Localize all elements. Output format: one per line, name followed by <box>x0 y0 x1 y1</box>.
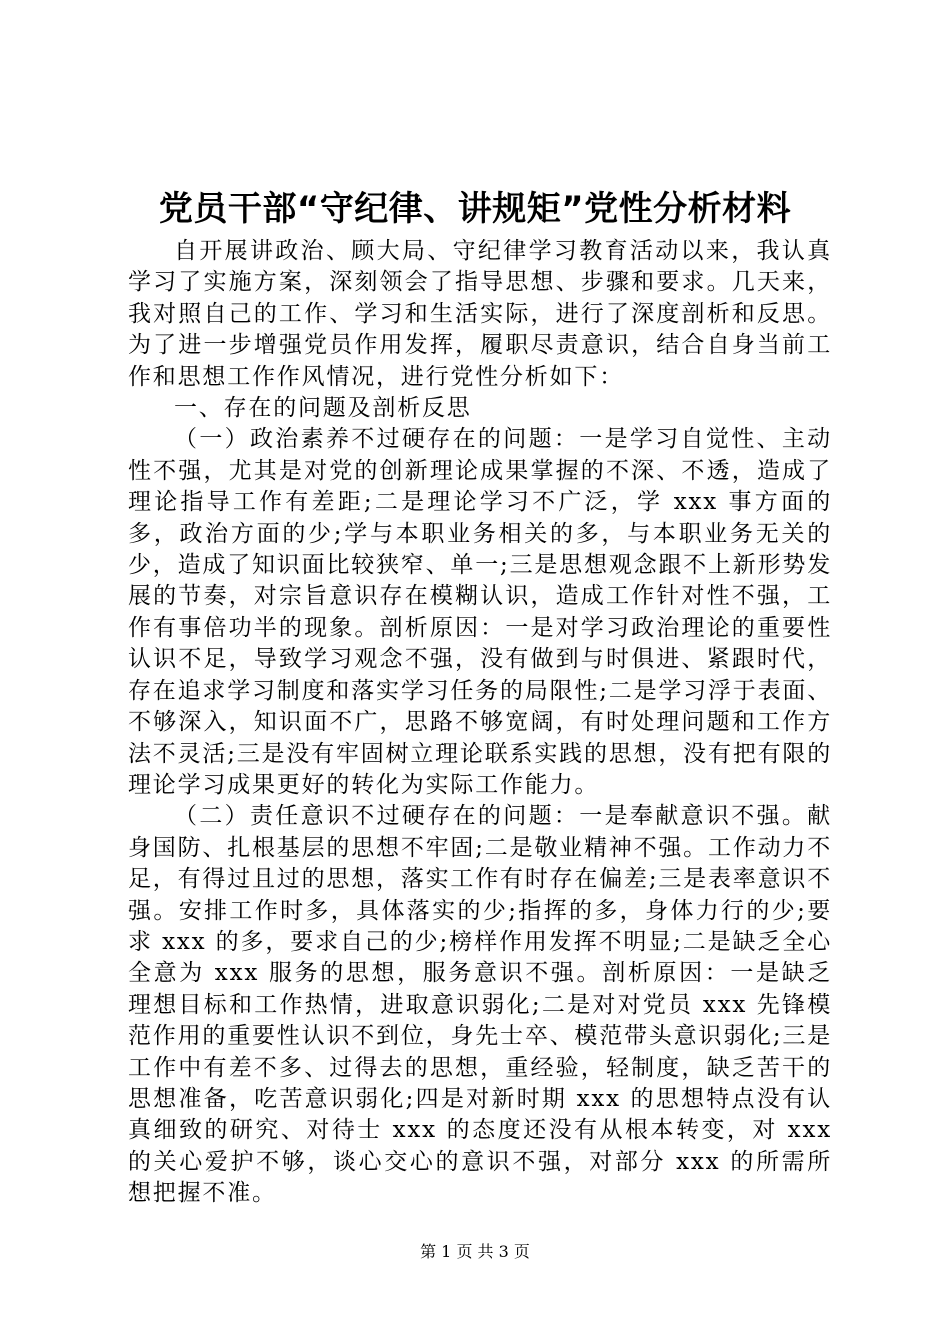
responsibility-paragraph: （二）责任意识不过硬存在的问题：一是奉献意识不强。献身国防、扎根基层的思想不牢固;二是敬业精神不强。工作动力不足，有得过且过的思想，落实工作有时存在偏差;三是表率意识不强。安排工作时多，具体落实的少;指挥的多，身体力行的少;要求 xxx 的多，要求自己的少;榜样作用发挥不明显;二是缺乏全心全意为 xxx 服务的思想，服务意识不强。剖析原因：一是缺乏理想目标和工作热情，进取意识弱化;二是对对党员 xxx 先锋模范作用的重要性认识不到位，身先士卒、模范带头意识弱化;三是工作中有差不多、过得去的思想，重经验，轻制度，缺乏苦干的思想准备，吃苦意识弱化;四是对新时期 xxx 的思想特点没有认真细致的研究、对待士 xxx 的态度还没有从根本转变，对 xxx 的关心爱护不够，谈心交心的意识不强，对部分 xxx 的所需所想把握不准。 <box>128 803 832 1207</box>
intro-paragraph: 自开展讲政治、顾大局、守纪律学习教育活动以来，我认真学习了实施方案，深刻领会了指导思想、步骤和要求。几天来，我对照自己的工作、学习和生活实际，进行了深度剖析和反思。为了进一步增强党员作用发挥，履职尽责意识，结合自身当前工作和思想工作作风情况，进行党性分析如下： <box>128 238 832 390</box>
section-heading: 一、存在的问题及剖析反思 <box>174 395 472 422</box>
document-title: 党员干部“守纪律、讲规矩”党性分析材料 <box>158 189 792 229</box>
political-quality-paragraph: （一）政治素养不过硬存在的问题：一是学习自觉性、主动性不强，尤其是对党的创新理论成果掌握的不深、不透，造成了理论指导工作有差距;二是理论学习不广泛，学 xxx 事方面的多，政治方面的少;学与本职业务相关的多，与本职业务无关的少，造成了知识面比较狭窄、单一;三是思想观念跟不上新形势发展的节奏，对宗旨意识存在模糊认识，造成工作针对性不强，工作有事倍功半的现象。剖析原因：一是对学习政治理论的重要性认识不足，导致学习观念不强，没有做到与时俱进、紧跟时代，存在追求学习制度和落实学习任务的局限性;二是学习浮于表面、不够深入，知识面不广，思路不够宽阔，有时处理问题和工作方法不灵活;三是没有牢固树立理论联系实践的思想，没有把有限的理论学习成果更好的转化为实际工作能力。 <box>128 426 832 798</box>
document-body <box>128 236 832 1210</box>
page-footer: 第 1 页 共 3 页 <box>420 1242 530 1261</box>
